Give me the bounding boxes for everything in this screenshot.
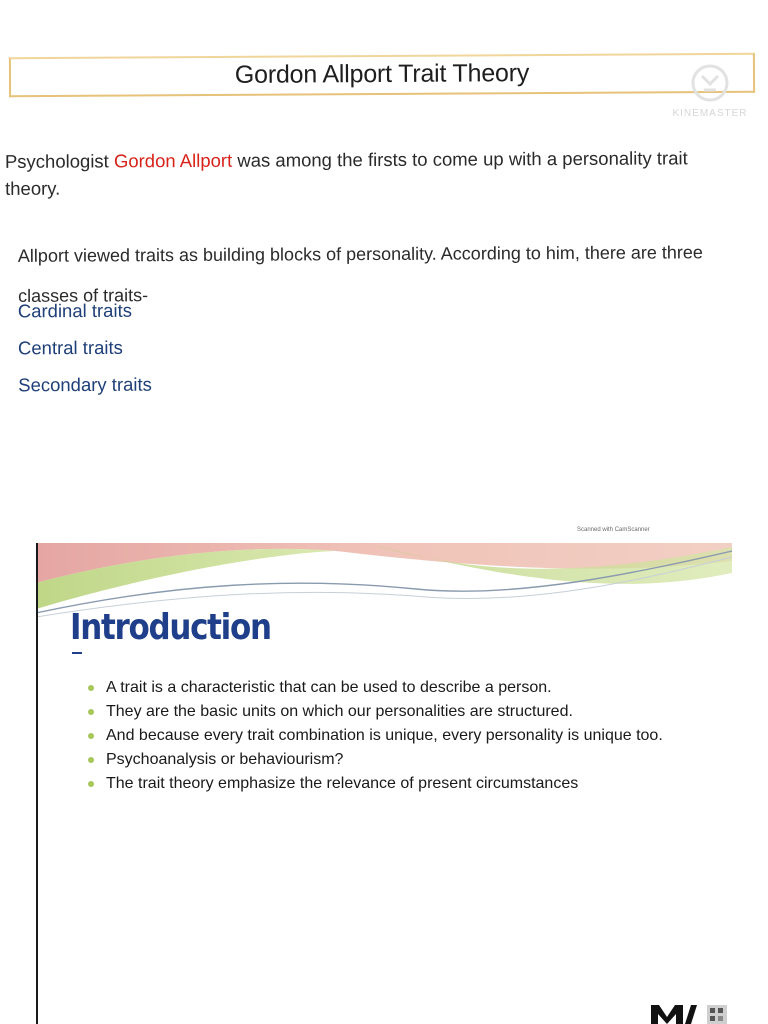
intro-prefix: Psychologist (4, 149, 114, 172)
bullet-item (88, 677, 688, 699)
kinemaster-logo-icon (668, 58, 752, 108)
bullet-text: A trait is a characteristic that can be used to describe a person. (106, 679, 552, 696)
bullet-dot-icon (88, 733, 94, 739)
intro-suffix: was among the firsts to come up with a personality trait theory. (5, 146, 688, 199)
trait-class-item: Cardinal traits (17, 299, 133, 322)
bullet-item (88, 725, 688, 747)
heading-underline (72, 652, 82, 654)
intro-paragraph (5, 144, 745, 202)
slide-heading: Introduction (70, 607, 271, 648)
scan-note: Scanned with CamScanner (577, 527, 650, 533)
bullet-text: They are the basic units on which our personalities are structured. (106, 703, 573, 720)
watermark-text: KINEMASTER (672, 108, 748, 119)
bullet-item (88, 749, 688, 771)
bullet-item (88, 773, 688, 795)
bullet-dot-icon (88, 685, 94, 691)
bullet-dot-icon (88, 709, 94, 715)
trait-class-list (18, 292, 152, 404)
bottom-slide (36, 543, 732, 1024)
bullet-dot-icon (88, 757, 94, 763)
highlight-name: Gordon Allport (113, 149, 233, 171)
bullet-text: The trait theory emphasize the relevance of present circumstances (106, 775, 579, 792)
corner-logo-icon (651, 1003, 731, 1024)
bullet-dot-icon (88, 781, 94, 787)
allport-paragraph: Allport viewed traits as building blocks of personality. According to him, there are three classes of traits- (17, 242, 703, 306)
bullet-text: And because every trait combination is unique, every personality is unique too. (106, 727, 663, 744)
bullet-text: Psychoanalysis or behaviourism? (106, 751, 344, 768)
slide-title: Gordon Allport Trait Theory (234, 59, 530, 89)
bullet-list (88, 677, 688, 797)
bullet-item (88, 701, 688, 723)
slide-left-border (36, 543, 38, 1024)
trait-class-item: Secondary traits (18, 373, 152, 396)
kinemaster-watermark (668, 58, 752, 124)
trait-class-item: Central traits (17, 336, 123, 359)
title-box (9, 53, 755, 98)
